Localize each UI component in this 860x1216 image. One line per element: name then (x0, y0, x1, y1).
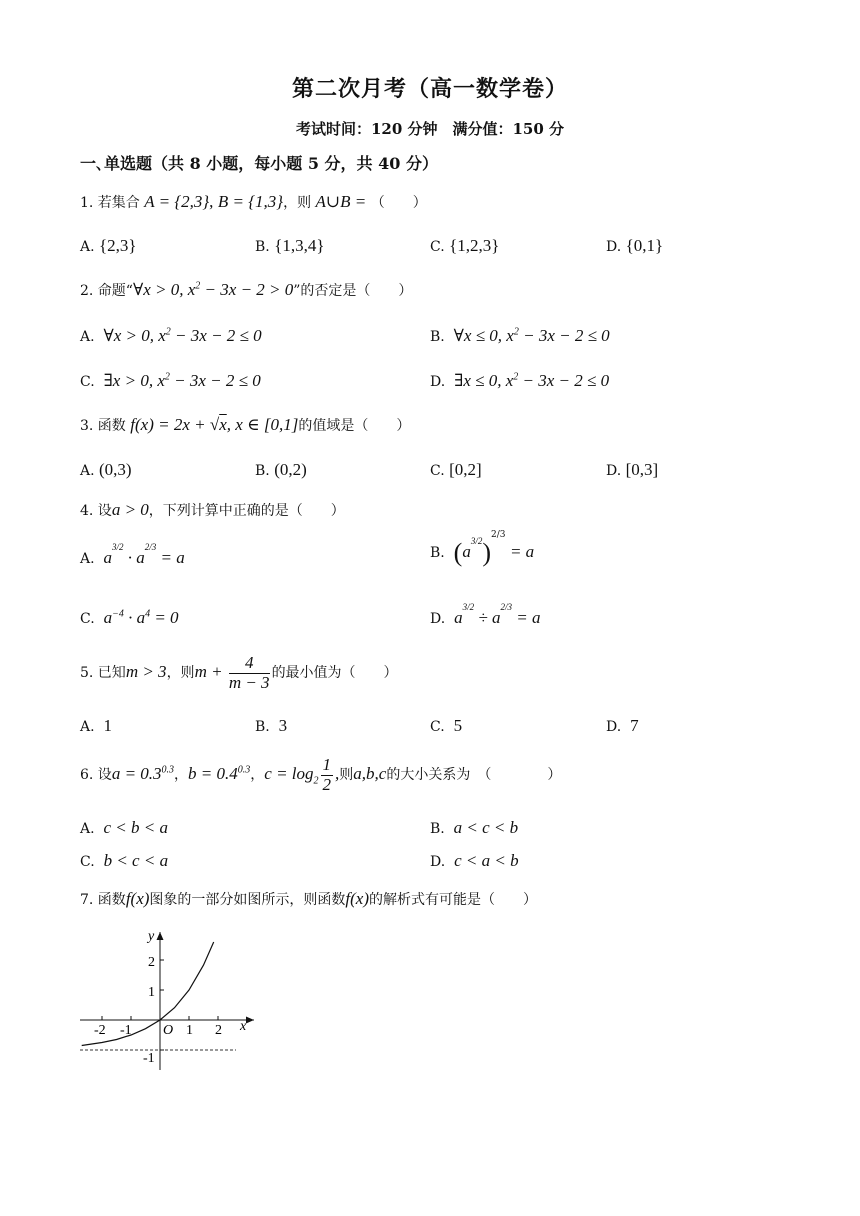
question-5: 5. 已知m > 3，则m + $\frac{4}{m - 3}$ 的最小值为（ ） (80, 653, 398, 692)
question-4: 4. 设a > 0，下列计算中正确的是（ ） (80, 500, 345, 519)
exam-info: 考试时间：120 分钟 满分值：150 分 (295, 120, 565, 138)
q3-option-b[interactable]: B. (0,2) (255, 460, 307, 479)
q2-option-d[interactable]: D. ∃x ≤ 0, $x^2 - 3x - 2 \le 0$ (430, 371, 610, 390)
q4-option-b[interactable]: B. $(a^{3/2})^{2/3} = a$ (430, 530, 535, 567)
q5-option-b[interactable]: B. 3 (255, 716, 288, 735)
q5-option-d[interactable]: D. 7 (606, 716, 639, 735)
x-tick-label: 1 (186, 1023, 193, 1038)
q6-option-c[interactable]: C. b < c < a (80, 851, 169, 870)
question-7: 7. 函数f(x)图象的一部分如图所示，则函数f(x)的解析式有可能是（ ） (80, 889, 537, 908)
origin-label: O (163, 1023, 174, 1038)
q4-option-a[interactable]: A. $a^{3/2} \cdot a^{2/3} = a$ (80, 542, 185, 567)
q3-option-a[interactable]: A. (0,3) (80, 460, 132, 479)
x-axis-arrow (246, 1017, 254, 1024)
q1-option-d[interactable]: D. {0,1} (606, 236, 664, 255)
y-tick-label: -1 (143, 1051, 155, 1066)
q2-option-a[interactable]: A. ∀x > 0, $x^2 - 3x - 2 \le 0$ (80, 326, 262, 345)
q2-option-c[interactable]: C. ∃x > 0, $x^2 - 3x - 2 \le 0$ (80, 371, 261, 390)
x-tick-label: -1 (120, 1023, 132, 1038)
q4-option-d[interactable]: D. $a^{3/2} \div a^{2/3} = a$ (430, 602, 541, 627)
q5-fraction: $\frac{4}{m - 3}$ (228, 653, 270, 692)
section-heading: 一､单选题（共 8 小题，每小题 5 分，共 40 分） (80, 154, 438, 173)
q1-set-b: B = {1,3} (217, 192, 284, 211)
y-tick-label: 2 (148, 955, 155, 970)
x-tick-label: -2 (94, 1023, 106, 1038)
q1-paren: （ ） (370, 195, 427, 211)
question-6: 6. 设$a = 0.3^{0.3}$，$b = 0.4^{0.3}$，$c = \log_2$ $\frac{1}{2}$ ,则a,b,c的大小关系为 （ ） (80, 755, 562, 794)
q5-option-c[interactable]: C. 5 (430, 716, 463, 735)
function-graph (76, 926, 266, 1076)
q6-option-d[interactable]: D. c < a < b (430, 851, 519, 870)
question-2: 2. 命题“∀x > 0, $x^2 - 3x - 2 > 0$”的否定是（ ） (80, 280, 413, 299)
q1-set-a: A = {2,3} (144, 192, 210, 211)
q6-option-a[interactable]: A. c < b < a (80, 818, 168, 837)
q1-tail: ，则 (283, 195, 312, 211)
q5-option-a[interactable]: A. 1 (80, 716, 112, 735)
q1-label: 1. 若集合 (80, 195, 140, 211)
q1-option-b[interactable]: B. {1,3,4} (255, 236, 325, 255)
page-title: 第二次月考（高一数学卷） (291, 76, 568, 102)
q6-option-b[interactable]: B. a < c < b (430, 818, 519, 837)
y-tick-label: 1 (148, 985, 155, 1000)
x-tick-label: 2 (215, 1023, 222, 1038)
y-axis-arrow (157, 932, 164, 940)
q3-option-d[interactable]: D. [0,3] (606, 460, 659, 479)
q1-option-a[interactable]: A. {2,3} (80, 236, 137, 255)
y-axis-label: y (148, 929, 155, 944)
q4-option-c[interactable]: C. $a^{-4} \cdot a^4 = 0$ (80, 608, 179, 627)
q2-option-b[interactable]: B. ∀x ≤ 0, $x^2 - 3x - 2 \le 0$ (430, 326, 610, 345)
question-1: 1. 若集合 A = {2,3}, B = {1,3}，则 A∪B = （ ） (80, 192, 427, 211)
q1-option-c[interactable]: C. {1,2,3} (430, 236, 500, 255)
q1-expr: A∪B = (315, 192, 367, 211)
q3-option-c[interactable]: C. [0,2] (430, 460, 482, 479)
question-3: 3. 函数 f(x) = 2x + √x, x ∈ [0,1]的值域是（ ） (80, 415, 411, 434)
x-axis-label: x (240, 1019, 247, 1034)
